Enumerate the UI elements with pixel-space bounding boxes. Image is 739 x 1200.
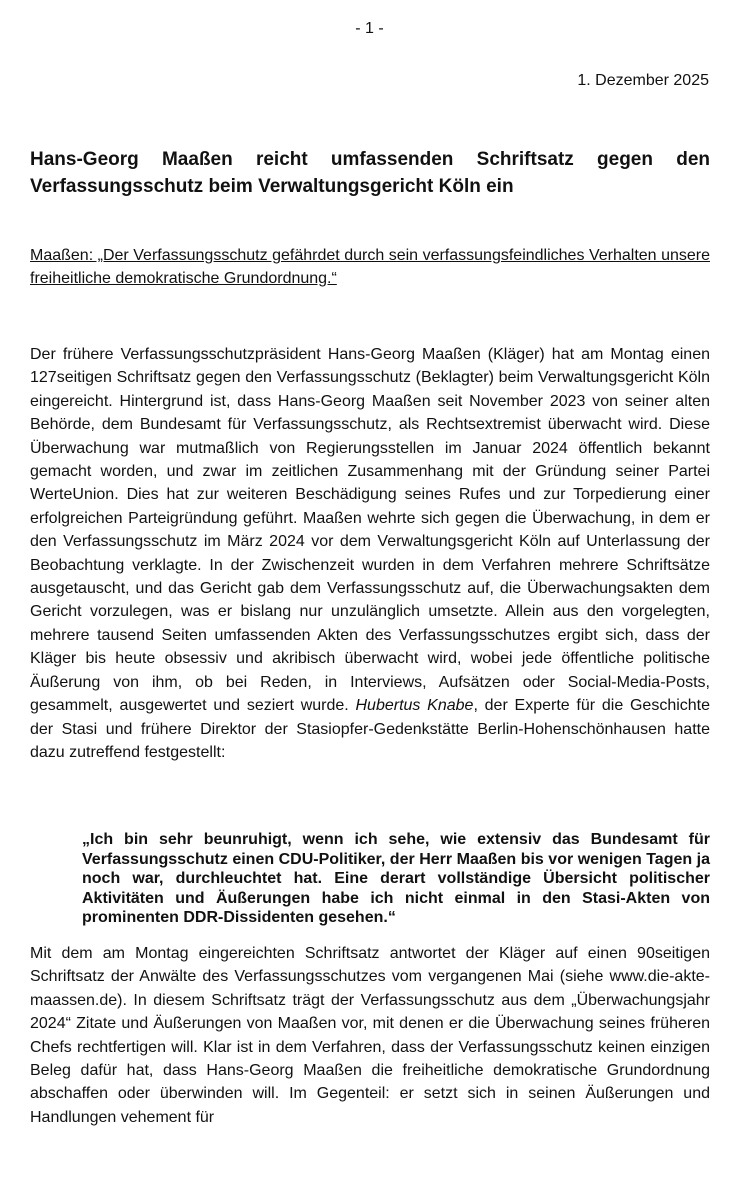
document-date: 1. Dezember 2025 xyxy=(577,72,709,89)
page-number: - 1 - xyxy=(355,20,384,37)
paragraph-1-text: Der frühere Verfassungsschutzpräsident Hans-Georg Maaßen (Kläger) hat am Montag einen 127seitigen Schriftsatz gegen den Verfassungsschutz (Beklagter) beim Verwaltungsgericht Köln eingereicht. Hintergrund ist, dass Hans-Georg Maaßen seit November 2023 von seiner alten Behörde, dem Bundesamt für Verfassungsschutz, als Rechtsextremist überwacht wird. Diese Überwachung war mutmaßlich von Regierungsstellen im Januar 2024 öffentlich bekannt gemacht worden, und zwar im zeitlichen Zusammenhang mit der Gründung seiner Partei WerteUnion. Dies hat zur weiteren Beschädigung seines Rufes und zur Torpedierung einer erfolgreichen Parteigründung geführt. Maaßen wehrte sich gegen die Überwachung, in dem er den Verfassungsschutz im März 2024 vor dem Verwaltungsgericht Köln auf Unterlassung der Beobachtung verklagte. In der Zwischenzeit wurden in dem Verfahren mehrere Schriftsätze ausgetauscht, und das Gericht gab dem Verfassungsschutz auf, die Überwachungsakten dem Gericht vorzulegen, was er bislang nur unzulänglich umsetzte. Allein aus den vorgelegten, mehrere tausend Seiten umfassenden Akten des Verfassungsschutzes ergibt sich, dass der Kläger bis heute obsessiv und akribisch überwacht wird, wobei jede öffentliche politische Äußerung von ihm, ob bei Reden, in Interviews, Aufsätzen oder Social-Media-Posts, gesammelt, ausgewertet und seziert wurde. xyxy=(30,346,710,715)
headline: Hans-Georg Maaßen reicht umfassenden Schriftsatz gegen den Verfassungsschutz beim Verwaltungsgericht Köln ein xyxy=(30,149,710,197)
subheadline-quote: Maaßen: „Der Verfassungsschutz gefährdet durch sein verfassungsfeindliches Verhalten unsere freiheitliche demokratische Grundordnung.“ xyxy=(30,247,710,287)
body-paragraph-2: Mit dem am Montag eingereichten Schriftsatz antwortet der Kläger auf einen 90seitigen Schriftsatz der Anwälte des Verfassungsschutzes vom vergangenen Mai (siehe www.die-akte-maassen.de). In diesem Schriftsatz trägt der Verfassungsschutz aus dem „Überwachungsjahr 2024“ Zitate und Äußerungen von Maaßen vor, mit denen er die Überwachung seines früheren Chefs rechtfertigen will. Klar ist in dem Verfahren, dass der Verfassungsschutz keinen einzigen Beleg dafür hat, dass Hans-Georg Maaßen die freiheitliche demokratische Grundordnung abschaffen oder überwinden will. Im Gegenteil: er setzt sich in seinen Äußerungen und Handlungen vehement für xyxy=(30,945,710,1126)
body-paragraph-1 xyxy=(30,343,710,764)
expert-name: Hubertus Knabe xyxy=(355,697,474,715)
paragraph-1-continuation: , der Experte für die Geschichte der Stasi und frühere Direktor der Stasiopfer-Gedenkstätte Berlin-Hohenschönhausen hatte dazu zutreffend festgestellt: xyxy=(30,697,711,761)
block-quote: „Ich bin sehr beunruhigt, wenn ich sehe, wie extensiv das Bundesamt für Verfassungsschutz einen CDU-Politiker, der Herr Maaßen bis vor wenigen Tagen ja noch war, durchleuchtet hat. Eine derart vollständige Übersicht politischer Aktivitäten und Äußerungen habe ich nicht einmal in den Stasi-Akten von prominenten DDR-Dissidenten gesehen.“ xyxy=(82,831,710,927)
